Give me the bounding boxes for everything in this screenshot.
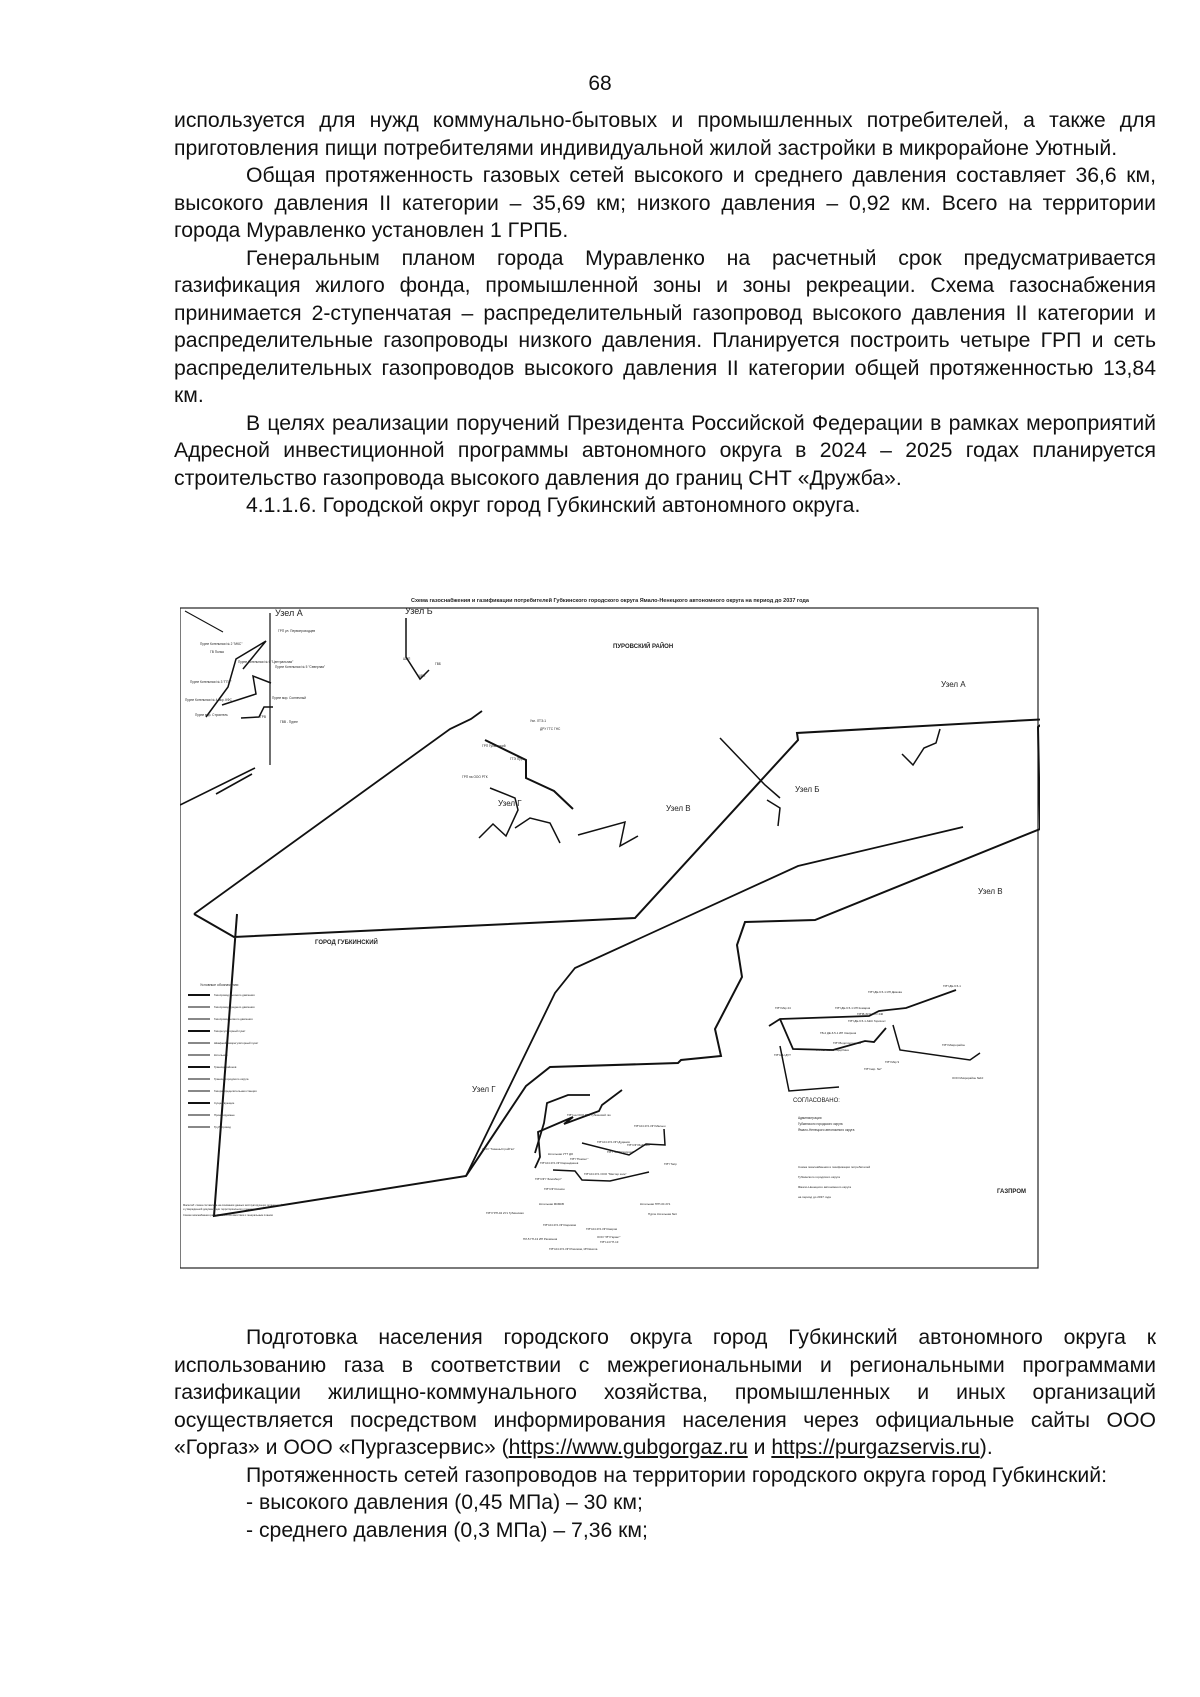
map-station-label: ГРП Водоподготовка xyxy=(833,1041,861,1045)
map-station-label: ГРП-04 2У1 ИП Карандашев xyxy=(540,1161,579,1165)
map-station-label: Котельная МКМКВ xyxy=(539,1202,564,1206)
map-station-label: Пурпе Котельная № 3 "ГПЗ" xyxy=(190,680,232,684)
stamp-line: Схема газоснабжения и газификации потребителей xyxy=(798,1165,871,1169)
stamp-line: Ямало-Ненецкого автономного округа xyxy=(798,1185,852,1189)
map-station-label: Пурпе мкр. Солнечный xyxy=(272,696,306,700)
legend-title: Условные обозначения: xyxy=(200,983,239,987)
paragraph-6-start: Подготовка населения городского округа город Губкинский автономного округа к использованию газа в соответствии с межрегиональными и региональными программами газификации жилищно-коммунального хозяйства, промышленных и иных организаций осуществляется посредством информирования населения через официальные сайты ООО «Горгаз» и ООО «Пургазсервис» ( xyxy=(174,1326,1156,1459)
map-station-label: ООО Микрорайон №10 xyxy=(952,1076,984,1080)
map-station-label: Пурпе Котельная №4 xyxy=(648,1212,677,1216)
section-heading: 4.1.1.6. Городской округ город Губкинский автономного округа. xyxy=(246,494,861,517)
map-station-label: ГРП Тапр xyxy=(664,1162,677,1166)
map-station-label: ГРП Мкр 24 xyxy=(775,1006,791,1010)
gas-supply-map xyxy=(180,598,1040,1270)
map-station-label: Пурпе Котельная № 4 мкр. КФС xyxy=(185,698,232,702)
map-note: Масштаб: схема составлена на основании данных эксплуатирующих организаций xyxy=(183,1204,283,1207)
map-station-label: ГРП ГРП-04 2У1 Губкинская xyxy=(486,1211,524,1215)
map-note: и утвержденной документации территориального планирования xyxy=(183,1208,261,1211)
paragraph-3: Генеральным планом города Муравленко на расчетный срок предусматривается газификация жилого фонда, промышленной зоны и зоны рекреации. Схема газоснабжения принимается 2-ступенчатая – распределительный газопровод высокого давления II категории и распределительные газопроводы низкого давления. Планируется построить четыре ГРП и сеть распределительных газопроводов высокого давления II категории общей протяженностью 13,84 км. xyxy=(174,246,1156,407)
map-title: Схема газоснабжения и газификации потребителей Губкинского городского округа Ямало-Ненецкого автономного округа на период до 2037 года xyxy=(411,598,809,604)
node-b-label: Узел Б xyxy=(795,785,820,794)
map-note: Схема газоснабжения разработана в соответствии с генеральным планом xyxy=(183,1214,273,1217)
map-station-label: Пурпе мкр. Строитель xyxy=(195,713,228,717)
map-station-label: ГРП на ООО РТК xyxy=(462,775,488,779)
map-station-label: ГРП "Ремонт" xyxy=(570,1157,589,1161)
agreed-line: Губкинского городского округа xyxy=(798,1122,843,1126)
map-station-label: ДРУ ГТС ГНС xyxy=(540,727,561,731)
legend-item: Газорегуляторный пункт xyxy=(214,1029,246,1033)
map-frame xyxy=(180,608,1038,1268)
map-station-label: ГРП Мкр 9 xyxy=(885,1060,900,1064)
map-station-label: Пурпе Котельная № 5 "Северная" xyxy=(275,665,326,669)
legend-item: Газопровод высокого давления xyxy=(214,993,255,997)
paragraph-7: Протяженность сетей газопроводов на территории городского округа город Губкинский: xyxy=(246,1463,1107,1487)
district-label: ПУРОВСКИЙ РАЙОН xyxy=(613,644,674,650)
legend-item: Существующие xyxy=(214,1101,235,1105)
legend-item: Трубопровод xyxy=(214,1125,231,1129)
map-station-label: Пурпе Котельная № 6 "Центральная" xyxy=(238,660,294,664)
legend-item: Проектируемые xyxy=(214,1113,235,1117)
map-station-label: ГТЭ Пурт xyxy=(510,757,524,761)
stamp-line: Губкинского городского округа xyxy=(798,1175,840,1179)
agreed-line: Администрация xyxy=(798,1116,822,1120)
node-v-label: Узел В xyxy=(666,804,691,813)
node-a-inset-label: Узел А xyxy=(275,608,303,618)
node-a-label: Узел А xyxy=(941,680,966,689)
map-station-label: Узл. ЛТЭ-1 xyxy=(530,719,547,723)
map-station-label: ГРВ xyxy=(260,715,266,719)
map-station-label: ГВ Полка xyxy=(210,650,224,654)
legend-item: Граница районов xyxy=(214,1065,237,1069)
paragraph-6-mid: и xyxy=(747,1436,772,1459)
map-station-label: ГРП-04 2У1 ИП Каримов xyxy=(543,1223,577,1227)
map-station-label: ГРП на ООО РТК Губкинский газ xyxy=(567,1113,611,1117)
node-g-label: Узел Г xyxy=(498,799,522,808)
map-station-label: ГРП ДЕ-6.5-1 ИП Димова xyxy=(868,990,902,994)
map-station-label: ГРП ул. Первопроходцев xyxy=(278,629,316,633)
map-station-label: ГРП-04 2У1 ИП Малыш xyxy=(634,1124,666,1128)
map-station-label: ШРП xyxy=(418,674,426,678)
paragraph-6 xyxy=(174,1324,1156,1462)
map-station-label: Котельная ГРП-04 2У1 xyxy=(640,1202,671,1206)
legend-item: Газораспределительная станция xyxy=(214,1089,257,1093)
agreed-label: СОГЛАСОВАНО: xyxy=(793,1098,840,1104)
map-station-label: ООО "ТюменьСтройГаз" xyxy=(482,1147,515,1151)
gazprom-logo: ГАЗПРОМ xyxy=(997,1189,1027,1195)
map-station-label: Пурпе Котельная № 2 "МКС" xyxy=(200,642,243,646)
map-station-label: ГРП ИП Бабенко xyxy=(627,1143,650,1147)
map-station-label: ГРП-04 2У1 ИП Дуданов xyxy=(597,1140,630,1144)
map-station-label: Котельная УТТ ДО xyxy=(548,1152,574,1156)
city-label: ГОРОД ГУБКИНСКИЙ xyxy=(315,940,378,946)
map-station-label: ГРП "ОРП Газпром" xyxy=(607,1150,634,1154)
map-station-label: ГРП-БН 21 ИП Щербина xyxy=(816,1048,849,1052)
map-station-label: ГРП Губкинский xyxy=(482,744,506,748)
map-station-label: ГВБ xyxy=(435,662,441,666)
map-station-label: ГРП-БН ДУТ xyxy=(774,1053,791,1057)
map-station-label: ГРП-04 2У1 ИП Каиров xyxy=(586,1227,618,1231)
map-station-label: ГРП-04 2У1 ИП Рахимов, ИП Школа xyxy=(549,1247,598,1251)
paragraph-4: В целях реализации поручений Президента Российской Федерации в рамках мероприятий Адресной инвестиционной программы автономного округа в 2024 – 2025 годах планируется строительство газопровода высокого давления до границ СНТ «Дружба». xyxy=(174,411,1156,490)
map-station-label: ГВ-2 ДЕ-6.5-1 ИП Смирнов xyxy=(820,1031,857,1035)
map-station-label: ГРПБ ЗКЭ ИТО 440 xyxy=(857,1012,884,1016)
agreed-line: Ямало-Ненецкого автономного округа xyxy=(798,1128,855,1132)
map-station-label: ПЛ-5 ГП-13 ИП Рахмонов xyxy=(523,1237,558,1241)
legend-item: Газопровод среднего давления xyxy=(214,1005,255,1009)
map-station-label: ГРП ДЕ-6.5-1 ИП Комаров xyxy=(835,1006,871,1010)
map-station-label: ГВВ - Пурпе xyxy=(280,720,298,724)
map-station-label: ГРП ИП "Зингаберг" xyxy=(535,1177,562,1181)
purgazservis-link[interactable]: https://purgazservis.ru xyxy=(771,1436,980,1459)
map-station-label: ШРП xyxy=(403,657,411,661)
top-text-block xyxy=(174,107,1156,520)
map-station-label: ГРП ДЕ-6.5-1 xyxy=(943,984,961,988)
map-station-label: ГРП Микрорайон xyxy=(942,1043,965,1047)
gubgorgaz-link[interactable]: https://www.gubgorgaz.ru xyxy=(508,1436,748,1459)
paragraph-6-end: ). xyxy=(979,1436,993,1459)
legend-item: Граница городского округа xyxy=(214,1077,249,1081)
page-number: 68 xyxy=(588,72,612,95)
list-item-medium-pressure: - среднего давления (0,3 МПа) – 7,36 км; xyxy=(246,1518,648,1542)
node-g-inset-label: Узел Г xyxy=(472,1085,496,1094)
legend-item: Шкафной газорегуляторный пункт xyxy=(214,1041,259,1045)
node-v-inset-label: Узел В xyxy=(978,887,1003,896)
map-station-label: ООО "РП Гарант" xyxy=(597,1235,621,1239)
map-svg xyxy=(180,598,1040,1270)
map-station-label: ГРП-14 ГП-13 xyxy=(600,1240,619,1244)
node-b-inset-label: Узел Б xyxy=(405,606,433,616)
map-station-label: ГРП-04 2У1 ООО "Мастер шин" xyxy=(584,1172,627,1176)
map-station-label: ГРП ИП Кочкин xyxy=(544,1187,565,1191)
map-station-label: ГРП мкр. №7 xyxy=(864,1067,882,1071)
bottom-text-block xyxy=(174,1324,1156,1544)
list-item-high-pressure: - высокого давления (0,45 МПа) – 30 км; xyxy=(246,1491,643,1514)
stamp-line: на период до 2037 года xyxy=(798,1195,831,1199)
legend-item: Газопровод низкого давления xyxy=(214,1017,253,1021)
paragraph-1: используется для нужд коммунально-бытовых и промышленных потребителей, а также для приготовления пищи потребителями индивидуальной жилой застройки в микрорайоне Уютный. xyxy=(174,109,1156,160)
paragraph-2: Общая протяженность газовых сетей высокого и среднего давления составляет 36,6 км, высокого давления II категории – 35,69 км; низкого давления – 0,92 км. Всего на территории города Муравленко установлен 1 ГРПБ. xyxy=(174,164,1156,242)
legend-item: Котельная xyxy=(214,1053,228,1057)
map-station-label: ГРП ДЕ-6.5-1 АЖК Горизонт xyxy=(848,1019,886,1023)
